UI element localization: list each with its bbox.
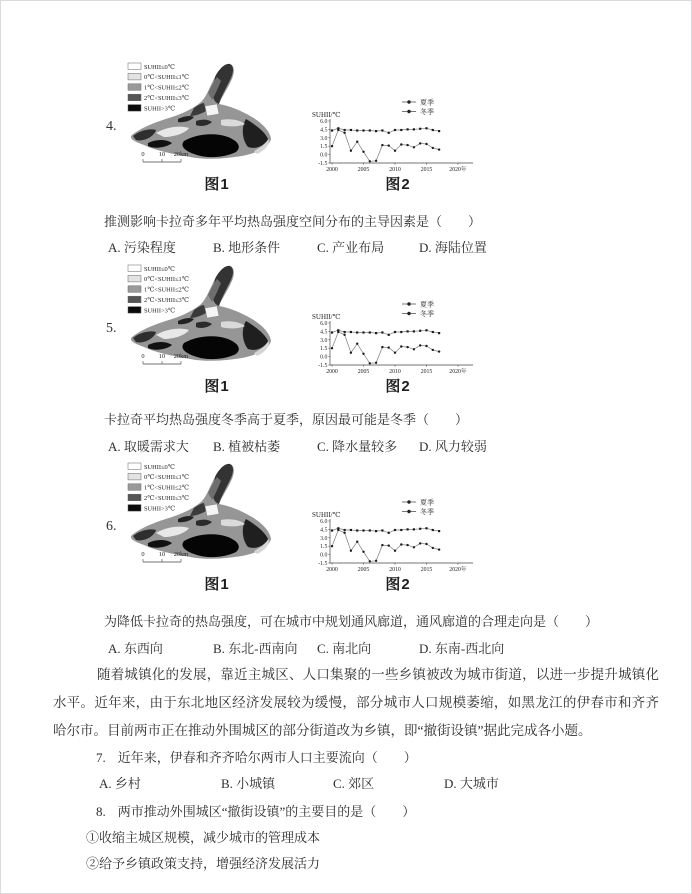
figure-1-caption: 图1 — [204, 576, 230, 593]
question-8-text: 两市推动外围城区“撤街设镇”的主要目的是（ ） — [117, 804, 416, 819]
figure-2-caption: 图2 — [385, 176, 411, 193]
svg-text:2℃<SUHII≤3℃: 2℃<SUHII≤3℃ — [144, 297, 189, 304]
svg-text:0℃<SUHII≤1℃: 0℃<SUHII≤1℃ — [144, 474, 189, 482]
question-7-text: 近年来，伊春和齐齐哈尔两市人口主要流向（ ） — [117, 750, 417, 765]
option-d: D. 海陆位置 — [419, 240, 487, 255]
svg-text:1℃<SUHII≤2℃: 1℃<SUHII≤2℃ — [144, 84, 189, 92]
question-7-stem — [96, 747, 417, 766]
question-6-options — [108, 638, 504, 657]
svg-text:1.5: 1.5 — [320, 144, 328, 151]
figure-1-caption: 图1 — [204, 176, 230, 193]
svg-text:10: 10 — [158, 151, 166, 158]
question-6-stem: 为降低卡拉奇的热岛强度，可在城市中规划通风廊道，通风廊道的合理走向是（ ） — [104, 614, 599, 629]
question-4-stem: 推测影响卡拉奇多年平均热岛强度空间分布的主导因素是（ ） — [104, 214, 482, 229]
svg-text:冬季: 冬季 — [420, 108, 434, 117]
svg-text:20km: 20km — [173, 353, 189, 360]
option-b: B. 地形条件 — [213, 240, 281, 255]
option-a: A. 乡村 — [99, 776, 141, 791]
svg-text:2020年: 2020年 — [449, 167, 467, 173]
suhii-trend-chart — [310, 497, 480, 575]
svg-text:SUHII/℃: SUHII/℃ — [312, 313, 341, 321]
option-b: B. 小城镇 — [221, 776, 276, 791]
svg-text:夏季: 夏季 — [420, 98, 434, 107]
question-number: 6. — [106, 519, 117, 534]
question-number: 4. — [106, 119, 117, 134]
svg-text:SUHII≤0℃: SUHII≤0℃ — [144, 463, 175, 471]
figure-1-caption: 图1 — [204, 378, 230, 395]
question-8-subitem-1: ①收缩主城区规模，减少城市的管理成本 — [86, 830, 321, 845]
svg-text:2015: 2015 — [420, 167, 433, 173]
svg-text:SUHII≤0℃: SUHII≤0℃ — [144, 265, 175, 273]
option-c: C. 降水量较多 — [317, 439, 398, 454]
option-b: B. 东北-西南向 — [213, 641, 298, 656]
svg-text:冬季: 冬季 — [420, 310, 434, 319]
question-8-subitem-2: ②给予乡镇政策支持，增强经济发展活力 — [86, 856, 321, 871]
svg-text:2000: 2000 — [326, 567, 338, 573]
question-4-options — [108, 237, 487, 256]
question-number: 8. — [96, 804, 106, 819]
option-b: B. 植被枯萎 — [213, 439, 281, 454]
svg-text:6.0: 6.0 — [320, 119, 328, 125]
svg-text:2℃<SUHII≤3℃: 2℃<SUHII≤3℃ — [144, 95, 189, 102]
svg-text:3.0: 3.0 — [320, 135, 328, 142]
svg-text:SUHII>3℃: SUHII>3℃ — [144, 307, 175, 315]
svg-text:4.5: 4.5 — [320, 127, 328, 134]
question-5-options — [108, 436, 487, 455]
svg-text:0: 0 — [141, 551, 145, 558]
figure-2-caption: 图2 — [385, 378, 411, 395]
karachi-suhii-map — [118, 261, 318, 373]
question-8-stem — [96, 801, 415, 820]
svg-text:-1.5: -1.5 — [318, 161, 328, 167]
svg-text:2℃<SUHII≤3℃: 2℃<SUHII≤3℃ — [144, 495, 189, 502]
svg-text:20km: 20km — [173, 551, 189, 558]
question-5-figure-group — [106, 261, 488, 403]
svg-text:夏季: 夏季 — [420, 498, 434, 507]
option-a: A. 污染程度 — [108, 240, 176, 255]
svg-text:2015: 2015 — [420, 369, 433, 375]
svg-text:SUHII/℃: SUHII/℃ — [312, 111, 341, 119]
option-c: C. 郊区 — [333, 776, 375, 791]
svg-text:2005: 2005 — [357, 369, 370, 375]
svg-text:2020年: 2020年 — [449, 567, 467, 573]
svg-text:SUHII≤0℃: SUHII≤0℃ — [144, 63, 175, 71]
svg-text:1.5: 1.5 — [320, 346, 328, 353]
svg-text:冬季: 冬季 — [420, 508, 434, 517]
svg-text:2000: 2000 — [326, 369, 338, 375]
option-c: C. 南北向 — [317, 641, 372, 656]
svg-text:夏季: 夏季 — [420, 300, 434, 309]
svg-text:0℃<SUHII≤1℃: 0℃<SUHII≤1℃ — [144, 74, 189, 82]
question-5-stem: 卡拉奇平均热岛强度冬季高于夏季，原因最可能是冬季（ ） — [104, 412, 469, 427]
option-d: D. 东南-西北向 — [419, 641, 505, 656]
svg-text:10: 10 — [158, 353, 166, 360]
question-number: 5. — [106, 321, 117, 336]
svg-text:2010: 2010 — [389, 567, 401, 573]
question-6-figure-group — [106, 459, 488, 601]
svg-text:1℃<SUHII≤2℃: 1℃<SUHII≤2℃ — [144, 484, 189, 492]
svg-text:2000: 2000 — [326, 167, 338, 173]
svg-text:0.0: 0.0 — [320, 152, 328, 159]
figure-2-caption: 图2 — [385, 576, 411, 593]
option-d: D. 大城市 — [444, 776, 499, 791]
svg-text:0: 0 — [141, 151, 145, 158]
suhii-trend-chart — [310, 97, 480, 175]
svg-text:2015: 2015 — [420, 567, 433, 573]
svg-text:2020年: 2020年 — [449, 369, 467, 375]
svg-text:3.0: 3.0 — [320, 535, 328, 542]
option-d: D. 风力较弱 — [419, 439, 487, 454]
svg-text:0: 0 — [141, 353, 145, 360]
svg-text:2010: 2010 — [389, 167, 401, 173]
suhii-trend-chart — [310, 299, 480, 377]
svg-text:2005: 2005 — [357, 567, 370, 573]
question-number: 7. — [96, 750, 106, 765]
svg-text:0℃<SUHII≤1℃: 0℃<SUHII≤1℃ — [144, 276, 189, 284]
svg-text:SUHII>3℃: SUHII>3℃ — [144, 505, 175, 513]
svg-text:10: 10 — [158, 551, 166, 558]
karachi-suhii-map — [118, 59, 318, 171]
svg-text:6.0: 6.0 — [320, 519, 328, 525]
svg-text:3.0: 3.0 — [320, 337, 328, 344]
svg-text:SUHII/℃: SUHII/℃ — [312, 511, 341, 519]
svg-text:6.0: 6.0 — [320, 321, 328, 327]
svg-text:-1.5: -1.5 — [318, 561, 328, 567]
reading-passage: 随着城镇化的发展，靠近主城区、人口集聚的一些乡镇被改为城市街道，以进一步提升城镇化水平。近年来，由于东北地区经济发展较为缓慢，部分城市人口规模萎缩，如黑龙江的伊春市和齐齐哈尔市。目前两市正在推动外围城区的部分街道改为乡镇，即“撤街设镇”据此完成各小题。 — [53, 667, 659, 738]
svg-text:20km: 20km — [173, 151, 189, 158]
option-a: A. 取暖需求大 — [108, 439, 189, 454]
question-7-options — [99, 773, 499, 792]
svg-text:4.5: 4.5 — [320, 329, 328, 336]
svg-text:1℃<SUHII≤2℃: 1℃<SUHII≤2℃ — [144, 286, 189, 294]
svg-text:1.5: 1.5 — [320, 544, 328, 551]
svg-text:SUHII>3℃: SUHII>3℃ — [144, 105, 175, 113]
karachi-suhii-map — [118, 459, 318, 571]
svg-text:2005: 2005 — [357, 167, 370, 173]
question-4-figure-group — [106, 59, 488, 201]
option-a: A. 东西向 — [108, 641, 163, 656]
svg-text:0.0: 0.0 — [320, 552, 328, 559]
svg-text:4.5: 4.5 — [320, 527, 328, 534]
option-c: C. 产业布局 — [317, 240, 385, 255]
svg-text:2010: 2010 — [389, 369, 401, 375]
svg-text:-1.5: -1.5 — [318, 363, 328, 369]
svg-text:0.0: 0.0 — [320, 354, 328, 361]
